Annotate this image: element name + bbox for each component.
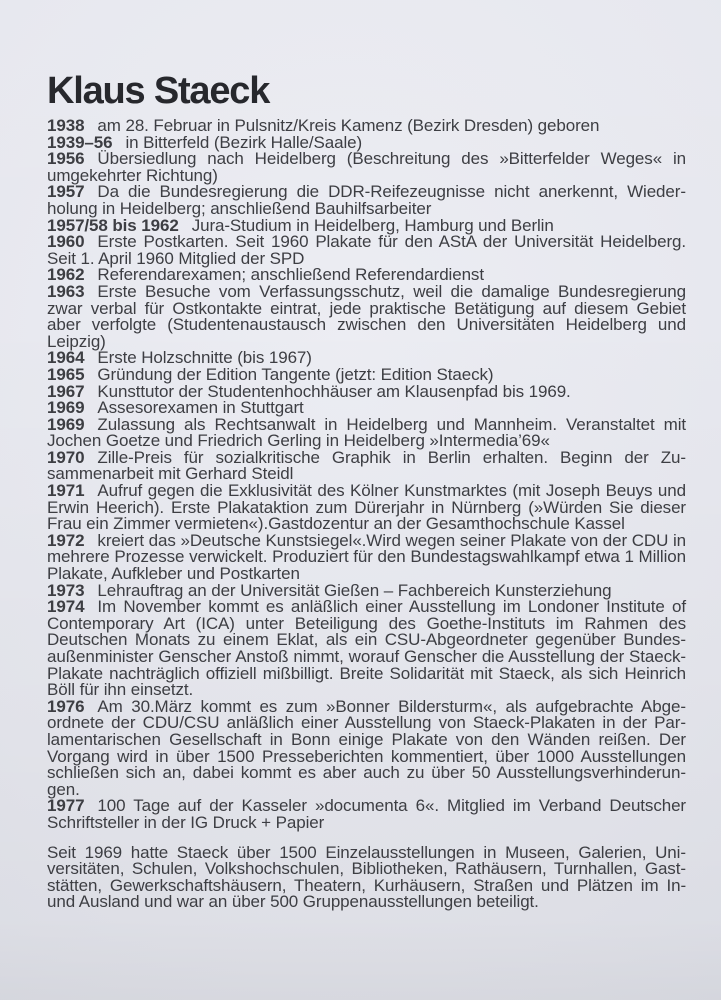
timeline-year: 1973 (47, 580, 85, 600)
timeline-text: Jura-Studium in Heidelberg, Hamburg und Berlin (191, 215, 554, 235)
timeline-year: 1964 (47, 348, 85, 368)
timeline-year: 1976 (47, 696, 85, 716)
timeline-text: Übersiedlung nach Heidelberg (Beschreitung des »Bitterfelder Weges« in umgekehrter Richtung) (47, 149, 686, 185)
timeline-text: Zulassung als Rechtsanwalt in Heidelberg und Mannheim. Veranstaltet mit Jochen Goetze und Friedrich Gerling in Heidelberg »Intermedia’69« (47, 414, 686, 451)
timeline-year: 1956 (47, 149, 85, 169)
timeline-text: Assesorexamen in Stuttgart (97, 398, 304, 418)
page-title: Klaus Staeck (47, 70, 270, 112)
timeline-year: 1938 (47, 116, 85, 135)
timeline-text: Lehrauftrag an der Universität Gießen – Fachbereich Kunsterziehung (97, 580, 612, 600)
timeline-year: 1939–56 (47, 132, 113, 152)
timeline-entry (47, 184, 686, 217)
timeline-entry (47, 447, 686, 484)
timeline-entry (47, 599, 686, 699)
timeline-text: am 28. Februar in Pulsnitz/Kreis Kamenz (Bezirk Dresden) geboren (97, 116, 600, 135)
timeline-text: Im November kommt es anläßlich einer Ausstellung im Londoner Institute of Contemporary Art (ICA) unter Beteiligung des Goethe-Instituts im Rahmen des Deutschen Monats zu einem Eklat, als ein CSU-Abgeordneter gegenüber Bundesaußenminister Genscher Anstoß nimmt, worauf Genscher die Ausstellung der Staeck-Plakate nachträglich offiziell mißbilligt. Breite Solidarität mit Staeck, als sich Heinrich Böll für ihn einsetzt. (47, 597, 686, 700)
timeline-entry (47, 530, 686, 584)
timeline-text: Gründung der Edition Tangente (jetzt: Edition Staeck) (97, 364, 494, 384)
timeline-text: Da die Bundesregierung die DDR-Reifezeugnisse nicht anerkennt, Wiederholung in Heidelberg; anschließend Bauhilfsarbeiter (47, 182, 686, 218)
timeline-text: Zille-Preis für sozialkritische Graphik in Berlin erhalten. Beginn der Zusammenarbeit mit Gerhard Steidl (47, 447, 686, 484)
timeline-text: kreiert das »Deutsche Kunstsiegel«.Wird wegen seiner Plakate von der CDU in mehrere Prozesse verwickelt. Produziert für den Bundestagswahlkampf etwa 1 Million Plakate, Aufkleber und Postkarten (47, 530, 686, 584)
timeline-year: 1974 (47, 597, 85, 617)
timeline-entry (47, 798, 686, 831)
timeline-text: Erste Besuche vom Verfassungsschutz, weil die damalige Bundesregierung zwar verbal für Ostkontakte eintrat, jede praktische Betätigung auf diesem Gebiet aber verfolgte (Studentenaustausch zwischen den Universitäten Heidelberg und Leipzig) (47, 281, 686, 351)
timeline-text: in Bitterfeld (Bezirk Halle/Saale) (125, 132, 363, 152)
timeline-year: 1971 (47, 481, 85, 501)
timeline-entry (47, 151, 686, 184)
timeline-text: Kunsttutor der Studentenhochhäuser am Klausenpfad bis 1969. (97, 381, 571, 401)
timeline-year: 1965 (47, 364, 85, 384)
timeline-text: Erste Holzschnitte (bis 1967) (97, 348, 312, 368)
timeline-text: Erste Postkarten. Seit 1960 Plakate für den AStA der Universität Heidelberg. Seit 1. April 1960 Mitglied der SPD (47, 232, 686, 268)
timeline-year: 1957/58 bis 1962 (47, 215, 179, 235)
timeline-year: 1963 (47, 281, 85, 301)
timeline-entry (47, 414, 686, 451)
timeline-year: 1970 (47, 447, 85, 467)
timeline-year: 1960 (47, 232, 85, 252)
timeline-year: 1969 (47, 414, 85, 434)
timeline-text: 100 Tage auf der Kasseler »documenta 6«. Mitglied im Verband Deutscher Schriftsteller in der IG Druck + Papier (47, 796, 686, 832)
timeline-entry (47, 696, 686, 799)
timeline-entry (47, 234, 686, 267)
closing-paragraph: Seit 1969 hatte Staeck über 1500 Einzelausstellungen in Museen, Galerien, Universitäten, Schulen, Volkshochschulen, Bibliotheken, Rathäusern, Turnhallen, Gaststätten, Gewerkschaftshäusern, Theatern, Kurhäusern, Straßen und Plätzen im In- und Ausland und war an über 500 Gruppenausstellungen beteiligt. (47, 842, 686, 912)
timeline-year: 1957 (47, 182, 85, 202)
timeline-text: Aufruf gegen die Exklusivität des Kölner Kunstmarktes (mit Joseph Beuys und Erwin Heerich). Erste Plakataktion zum Dürerjahr in Nürnberg (»Würden Sie dieser Frau ein Zimmer vermieten«).Gastdozentur an der Gesamthochschule Kassel (47, 481, 686, 534)
timeline-entry (47, 483, 686, 533)
timeline-text: Am 30.März kommt es zum »Bonner Bildersturm«, als aufgebrachte Abgeordnete der CDU/CSU anläßlich einer Ausstellung von Staeck-Plakaten in der Parlamentarischen Gesellschaft in Bonn einige Plakate von den Wänden reißen. Der Vorgang wird in über 1500 Presseberichten kommentiert, über 1000 Ausstellungen schließen sich an, dabei kommt es aber auch zu über 50 Ausstellungsverhinderungen. (47, 696, 686, 799)
timeline-entry (47, 281, 686, 351)
timeline-text: Referendarexamen; anschließend Referendardienst (97, 265, 484, 285)
biography-text-block (47, 72, 686, 911)
timeline-year: 1962 (47, 265, 85, 285)
timeline-year: 1967 (47, 381, 85, 401)
timeline-year: 1972 (47, 530, 85, 550)
timeline-year: 1969 (47, 398, 85, 418)
timeline-year: 1977 (47, 796, 85, 816)
